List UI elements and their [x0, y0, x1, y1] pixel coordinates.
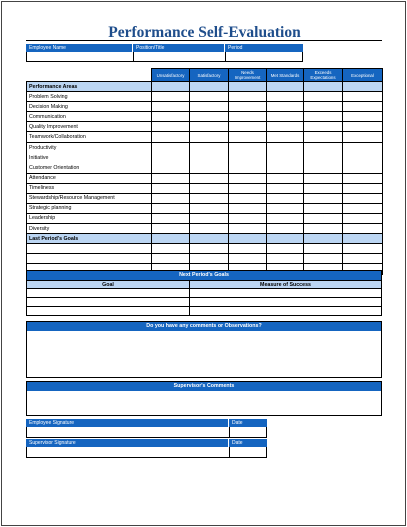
title-rule — [26, 40, 382, 41]
period-label: Period — [225, 44, 303, 52]
table-row — [27, 122, 383, 132]
area-label: Problem Solving — [27, 92, 152, 102]
col-satisfactory: Satisfactory — [190, 69, 229, 82]
comments-field[interactable] — [27, 331, 381, 377]
employee-date-field[interactable] — [229, 427, 267, 438]
employee-signature-block — [26, 419, 267, 438]
ratings-column-header-row — [27, 69, 383, 82]
area-label: Initiative — [29, 154, 49, 161]
last-goals-heading: Last Period's Goals — [27, 234, 152, 244]
area-label-group — [27, 142, 152, 173]
table-row — [27, 193, 383, 203]
employee-name-label: Employee Name — [26, 44, 133, 52]
areas-section-row — [27, 82, 383, 92]
supervisor-date-label: Date — [229, 439, 267, 447]
area-label: Attendance — [27, 173, 152, 183]
table-row — [27, 224, 383, 234]
table-row — [27, 183, 383, 193]
form-page — [1, 1, 406, 526]
employee-name-field[interactable] — [26, 52, 133, 62]
area-label: Diversity — [27, 224, 152, 234]
supervisor-comments-heading: Supervisor's Comments — [27, 382, 381, 391]
employee-info-header — [26, 44, 303, 62]
col-exceeds-expectations: Exceeds Expectations — [304, 69, 343, 82]
table-row — [27, 102, 383, 112]
supervisor-comments-field[interactable] — [27, 391, 381, 415]
col-met-standards: Met Standards — [267, 69, 304, 82]
table-row — [27, 254, 383, 264]
table-row — [27, 132, 383, 142]
area-label: Communication — [27, 112, 152, 122]
ratings-table — [26, 68, 383, 275]
comments-section — [26, 321, 382, 378]
period-field[interactable] — [225, 52, 303, 62]
table-row — [27, 297, 381, 306]
supervisor-signature-label: Supervisor Signature — [26, 439, 229, 447]
position-title-label: Position/Title — [133, 44, 225, 52]
table-row — [27, 92, 383, 102]
table-row — [27, 173, 383, 183]
table-row — [27, 244, 383, 254]
area-label: Customer Orientation — [29, 164, 80, 171]
area-label: Decision Making — [27, 102, 152, 112]
employee-signature-field[interactable] — [26, 427, 229, 438]
page-title: Performance Self-Evaluation — [108, 24, 301, 41]
area-label: Teamwork/Collaboration — [27, 132, 152, 142]
area-label: Strategic planning — [27, 203, 152, 213]
table-row — [27, 213, 383, 223]
area-label: Quality Improvement — [27, 122, 152, 132]
table-row — [27, 203, 383, 213]
table-row — [27, 288, 381, 297]
next-goals-column-headers — [27, 280, 381, 288]
supervisor-date-field[interactable] — [229, 447, 267, 458]
col-unsatisfactory: Unsatisfactory — [152, 69, 190, 82]
area-label: Productivity — [29, 144, 57, 151]
area-label: Stewardship/Resource Management — [27, 193, 152, 203]
supervisor-signature-field[interactable] — [26, 447, 229, 458]
next-goals-section — [26, 270, 382, 316]
supervisor-signature-block — [26, 439, 267, 458]
area-label: Leadership — [27, 213, 152, 223]
next-goals-heading: Next Period's Goals — [27, 271, 381, 280]
col-exceptional: Exceptional — [343, 69, 383, 82]
areas-heading: Performance Areas — [27, 82, 152, 92]
employee-date-label: Date — [229, 419, 267, 427]
supervisor-comments-section — [26, 381, 382, 416]
table-row — [27, 306, 381, 315]
table-row — [27, 112, 383, 122]
goal-column-label: Goal — [27, 281, 190, 288]
comments-heading: Do you have any comments or Observations? — [27, 322, 381, 331]
measure-column-label: Measure of Success — [260, 282, 311, 288]
employee-signature-label: Employee Signature — [26, 419, 229, 427]
area-label: Timeliness — [27, 183, 152, 193]
col-needs-improvement: Needs Improvement — [229, 69, 267, 82]
position-title-field[interactable] — [133, 52, 225, 62]
table-row — [27, 142, 383, 173]
last-goals-section-row — [27, 234, 383, 244]
